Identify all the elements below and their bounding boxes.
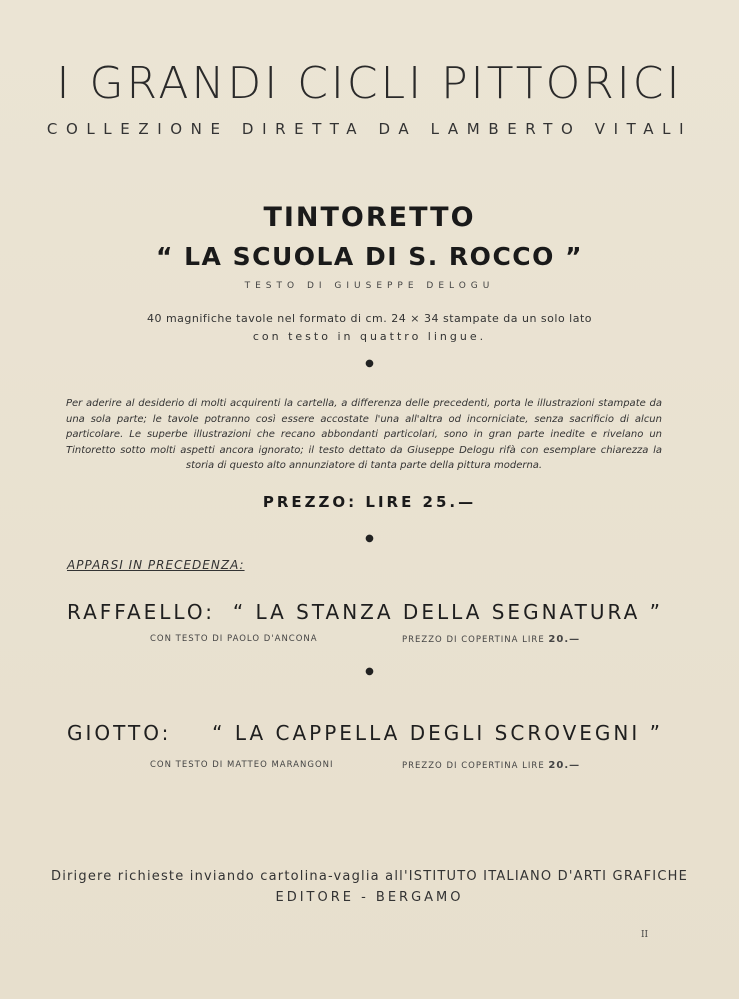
price-label: PREZZO DI COPERTINA LIRE bbox=[402, 761, 545, 771]
separator-bullet: ● bbox=[365, 533, 374, 544]
featured-work-title: “ LA SCUOLA DI S. ROCCO ” bbox=[155, 242, 584, 271]
footer-order-instructions: Dirigere richieste inviando cartolina-vaglia all'ISTITUTO ITALIANO D'ARTI GRAFICHE bbox=[50, 869, 688, 884]
series-subtitle: COLLEZIONE DIRETTA DA LAMBERTO VITALI bbox=[46, 120, 693, 138]
previous-item-raffaello bbox=[67, 600, 663, 624]
specs-line-1: 40 magnifiche tavole nel formato di cm. 24 × 34 stampate da un solo lato bbox=[146, 312, 593, 325]
featured-description: Per aderire al desiderio di molti acquirenti la cartella, a differenza delle precedenti, porta le illustrazioni stampate da una sola parte; le tavole potranno così essere accostate l'una all'altra od incorniciate, senza sacrificio di alcun particolare. Le superbe illustrazioni che recano abbondanti particolari, sono in gran parte inedite e rivelano un Tintoretto sotto molti aspetti ancora ignorato; il testo dettato da Giuseppe Delogu rifà con esemplare chiarezza la storia di questo alto annunziatore di tanta parte della pittura moderna. bbox=[66, 398, 662, 472]
page-number: II bbox=[641, 930, 649, 940]
price-value: 20.— bbox=[548, 760, 581, 771]
previous-item-giotto bbox=[67, 721, 663, 745]
previous-price bbox=[402, 634, 580, 645]
previous-text-credit: CON TESTO DI PAOLO D'ANCONA bbox=[150, 634, 318, 644]
previous-work: “ LA CAPPELLA DEGLI SCROVEGNI ” bbox=[212, 721, 663, 745]
price-value: 20.— bbox=[548, 634, 581, 645]
previous-text-credit: CON TESTO DI MATTEO MARANGONI bbox=[150, 760, 334, 770]
footer-publisher: EDITORE - BERGAMO bbox=[275, 890, 464, 905]
separator-bullet: ● bbox=[365, 358, 374, 369]
previous-artist: RAFFAELLO: bbox=[67, 600, 215, 624]
featured-price: PREZZO: LIRE 25.— bbox=[262, 493, 477, 511]
previous-work: “ LA STANZA DELLA SEGNATURA ” bbox=[232, 600, 663, 624]
previous-artist: GIOTTO: bbox=[67, 721, 172, 745]
price-label: PREZZO DI COPERTINA LIRE bbox=[402, 635, 545, 645]
previous-heading: APPARSI IN PRECEDENZA: bbox=[67, 558, 245, 572]
featured-artist: TINTORETTO bbox=[263, 202, 476, 233]
specs-line-2: con testo in quattro lingue. bbox=[252, 330, 487, 343]
series-title: I GRANDI CICLI PITTORICI bbox=[56, 58, 683, 109]
previous-price bbox=[402, 760, 580, 771]
featured-specs bbox=[0, 310, 739, 346]
separator-bullet: ● bbox=[365, 666, 374, 677]
featured-credit: TESTO DI GIUSEPPE DELOGU bbox=[244, 281, 495, 291]
